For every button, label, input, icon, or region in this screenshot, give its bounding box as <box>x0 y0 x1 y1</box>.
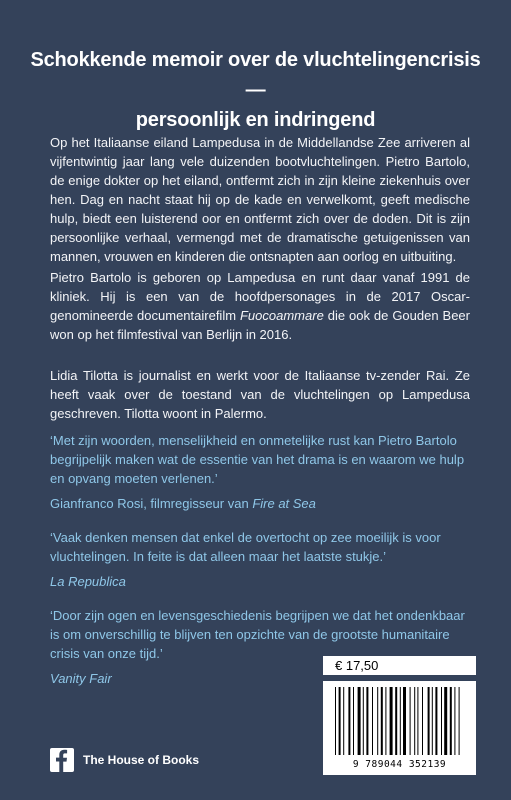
quote-source: Vanity Fair <box>50 671 112 686</box>
barcode-bar <box>428 687 430 755</box>
review-quote <box>50 528 465 591</box>
quote-text: ‘Door zijn ogen en levensgeschiedenis begrijpen we dat het ondenkbaar is om onverschillig te blijven ten opzichte van de grootste humanitaire crisis van onze tijd.’ <box>50 608 465 661</box>
quote-source <box>50 494 465 513</box>
facebook-f-icon <box>50 748 74 772</box>
barcode-bar <box>450 687 452 755</box>
barcode-bar <box>343 687 344 755</box>
barcode-bar <box>414 687 415 755</box>
barcode-bar <box>353 687 354 755</box>
barcode-bar <box>403 687 406 755</box>
barcode-bar <box>400 687 401 755</box>
quote-source-title: Fire at Sea <box>252 496 316 511</box>
barcode-bar <box>417 687 418 755</box>
barcode-bar <box>377 687 378 755</box>
coauthor-bio-paragraph: Lidia Tilotta is journalist en werkt voor de Italiaanse tv-zender Rai. Ze heeft vaak over de toestand van de vluchtelingen op Lampedusa geschreven. Tilotta woont in Palermo. <box>50 368 470 421</box>
film-title: Fuocoammare <box>239 308 324 323</box>
isbn-number: 9 789044 352139 <box>352 759 447 770</box>
barcode-bar <box>459 687 460 755</box>
barcode-bar <box>363 687 364 755</box>
publisher-name: The House of Books <box>83 753 200 767</box>
barcode-bar <box>339 687 341 755</box>
barcode-bar <box>454 687 455 755</box>
barcode-bar <box>358 687 361 755</box>
barcode-bar <box>435 687 437 755</box>
review-quote <box>50 431 465 513</box>
barcode-bar <box>444 687 447 755</box>
barcode-bar <box>410 687 411 755</box>
barcode-bar <box>395 687 397 755</box>
quote-text: ‘Vaak denken mensen dat enkel de overtocht op zee moeilijk is voor vluchtelingen. In feite is dat alleen maar het laatste stukje.’ <box>50 530 441 564</box>
barcode-bar <box>432 687 433 755</box>
review-quote <box>50 606 465 688</box>
intro-paragraph: Op het Italiaanse eiland Lampedusa in de Middellandse Zee arriveren al vijfentwintig jaar lang vele duizenden bootvluchtelingen. Pietro Bartolo, de enige dokter op het eiland, ontfermt zich in zijn kleine ziekenhuis over hen. Dag en nacht staat hij op de kade en verwelkomt, geeft medische hulp, biedt een luisterend oor en ontfermt zich over de doden. Dit is zijn persoonlijke verhaal, vermengd met de dramatische getuigenissen van mannen, vrouwen en kinderen die ontsnapten aan oorlog en uitbuiting. <box>50 135 470 264</box>
headline <box>30 45 481 135</box>
barcode-bar <box>372 687 373 755</box>
price-label: € 17,50 <box>323 656 476 675</box>
quote-text: ‘Met zijn woorden, menselijkheid en onmetelijke rust kan Pietro Bartolo begrijpelijk maken wat de essentie van het drama is en waarom we hulp en opvang moeten verlenen.’ <box>50 433 465 486</box>
quote-source-name: Gianfranco Rosi, filmregisseur van <box>50 496 253 511</box>
headline-line-2: persoonlijk en indringend <box>135 109 376 131</box>
barcode-bar <box>348 687 350 755</box>
isbn-barcode <box>323 681 476 775</box>
author-bio-text-start: Pietro Bartolo is geboren op Lampedusa en runt daar vanaf 1991 de kliniek. Hij is een van de hoofdpersonages in de 2017 Oscar-genomineerde documentairefilm <box>50 270 470 323</box>
headline-line-1: Schokkende memoir over de vluchtelingencrisis — <box>30 49 481 101</box>
author-bio-paragraph <box>50 268 470 344</box>
barcode-bar <box>385 687 386 755</box>
barcode-bar <box>335 687 336 755</box>
barcode-bar <box>441 687 442 755</box>
quote-source: La Republica <box>50 574 126 589</box>
barcode-bar <box>422 687 423 755</box>
barcode-bar <box>390 687 393 755</box>
author-bio-text-end: die ook de Gouden Beer won op het filmfestival van Berlijn in 2016. <box>50 308 470 342</box>
barcode-bar <box>381 687 383 755</box>
barcode-bar <box>366 687 368 755</box>
